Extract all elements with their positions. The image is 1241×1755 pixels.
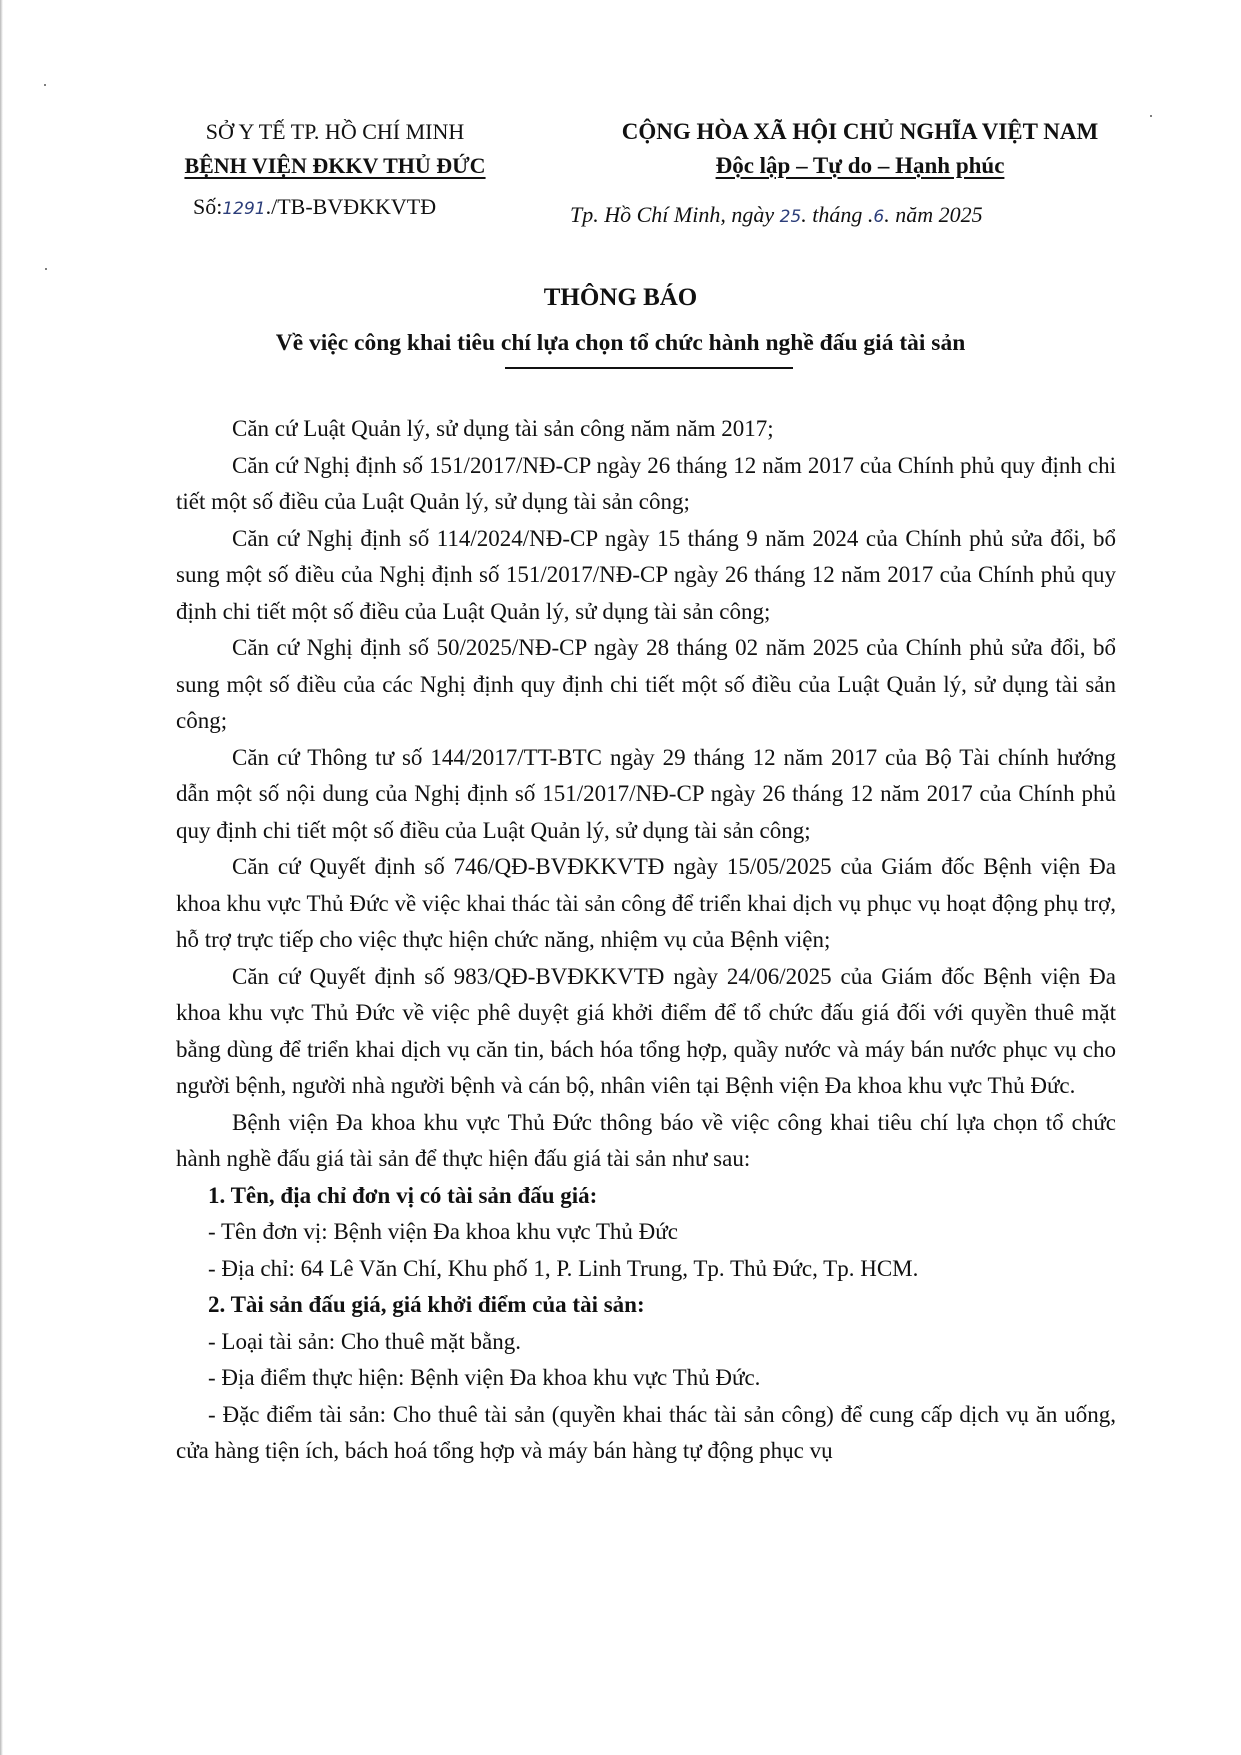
legal-basis-paragraph: Căn cứ Quyết định số 983/QĐ-BVĐKKVTĐ ngày 24/06/2025 của Giám đốc Bệnh viện Đa khoa khu vực Thủ Đức về việc phê duyệt giá khởi điểm để tổ chức đấu giá đối với quyền thuê mặt bằng dùng để triển khai dịch vụ căn tin, bách hóa tổng hợp, quầy nước và máy bán nước phục vụ cho người bệnh, người nhà người bệnh và cán bộ, nhân viên tại Bệnh viện Đa khoa khu vực Thủ Đức. (176, 963, 1116, 1098)
document-number (193, 192, 436, 224)
national-heading (560, 115, 1160, 183)
national-motto: Độc lập – Tự do – Hạnh phúc (715, 153, 1005, 178)
issuer-block (150, 115, 520, 183)
legal-basis-paragraph: Căn cứ Thông tư số 144/2017/TT-BTC ngày 29 tháng 12 năm 2017 của Bộ Tài chính hướng dẫn một số nội dung của Nghị định số 151/2017/NĐ-CP ngày 26 tháng 12 năm 2017 của Chính phủ quy định chi tiết một số điều của Luật Quản lý, sử dụng tài sản công; (176, 744, 1116, 843)
scan-edge (0, 0, 3, 1755)
handwritten-number: 1291 (222, 199, 266, 219)
section-2-heading: 2. Tài sản đấu giá, giá khởi điểm của tài sản: (208, 1292, 645, 1317)
scan-speck (44, 84, 46, 86)
legal-basis-paragraph: Căn cứ Nghị định số 151/2017/NĐ-CP ngày 26 tháng 12 năm 2017 của Chính phủ quy định chi tiết một số điều của Luật Quản lý, sử dụng tài sản công; (176, 452, 1116, 514)
document-body (176, 411, 1116, 1470)
legal-basis-paragraph: Căn cứ Nghị định số 114/2024/NĐ-CP ngày 15 tháng 9 năm 2024 của Chính phủ sửa đổi, bổ sung một số điều của Nghị định số 151/2017/NĐ-CP ngày 26 tháng 12 năm 2017 của Chính phủ quy định chi tiết một số điều của Luật Quản lý, sử dụng tài sản công; (176, 525, 1116, 624)
number-suffix: ./TB-BVĐKKVTĐ (265, 194, 437, 219)
legal-basis-paragraph: Căn cứ Nghị định số 50/2025/NĐ-CP ngày 28 tháng 02 năm 2025 của Chính phủ sửa đổi, bổ sung một số điều của các Nghị định quy định chi tiết một số điều của Luật Quản lý, sử dụng tài sản công; (176, 635, 1116, 733)
number-prefix: Số: (193, 194, 223, 219)
legal-basis-paragraph: Căn cứ Quyết định số 746/QĐ-BVĐKKVTĐ ngày 15/05/2025 của Giám đốc Bệnh viện Đa khoa khu vực Thủ Đức về việc khai thác tài sản công để triển khai dịch vụ phục vụ hoạt động phụ trợ, hỗ trợ trực tiếp cho việc thực hiện chức năng, nhiệm vụ của Bệnh viện; (176, 854, 1116, 952)
section-2-item: - Địa điểm thực hiện: Bệnh viện Đa khoa khu vực Thủ Đức. (208, 1365, 761, 1390)
section-2-item: - Đặc điểm tài sản: Cho thuê tài sản (quyền khai thác tài sản công) để cung cấp dịch vụ ăn uống, cửa hàng tiện ích, bách hoá tổng hợp và máy bán hàng tự động phục vụ (176, 1401, 1116, 1463)
section-1-heading: 1. Tên, địa chỉ đơn vị có tài sản đấu giá: (208, 1182, 598, 1208)
scan-speck (45, 268, 47, 270)
date-prefix: Tp. Hồ Chí Minh, ngày (570, 202, 775, 227)
hospital-name: BỆNH VIỆN ĐKKV THỦ ĐỨC (184, 153, 486, 178)
subtitle-underline (505, 367, 793, 369)
issue-date (570, 200, 983, 232)
section-1-item: - Tên đơn vị: Bệnh viện Đa khoa khu vực Thủ Đức (208, 1219, 678, 1244)
document-subtitle: Về việc công khai tiêu chí lựa chọn tổ chức hành nghề đấu giá tài sản (275, 330, 966, 356)
nation-name: CỘNG HÒA XÃ HỘI CHỦ NGHĨA VIỆT NAM (621, 119, 1099, 144)
date-mid: . tháng . (801, 202, 874, 227)
document-title: THÔNG BÁO (543, 284, 698, 311)
legal-basis-paragraph: Căn cứ Luật Quản lý, sử dụng tài sản công năm năm 2017; (232, 416, 774, 441)
section-2-item: - Loại tài sản: Cho thuê mặt bằng. (208, 1328, 521, 1354)
date-suffix: . năm 2025 (884, 202, 983, 227)
section-1-item: - Địa chỉ: 64 Lê Văn Chí, Khu phố 1, P. Linh Trung, Tp. Thủ Đức, Tp. HCM. (208, 1255, 919, 1281)
handwritten-month: 6 (873, 207, 885, 227)
agency-name: SỞ Y TẾ TP. HỒ CHÍ MINH (205, 119, 465, 144)
announcement-paragraph: Bệnh viện Đa khoa khu vực Thủ Đức thông báo về việc công khai tiêu chí lựa chọn tổ chức hành nghề đấu giá tài sản để thực hiện đấu giá tài sản như sau: (176, 1109, 1116, 1171)
handwritten-day: 25 (779, 207, 802, 227)
